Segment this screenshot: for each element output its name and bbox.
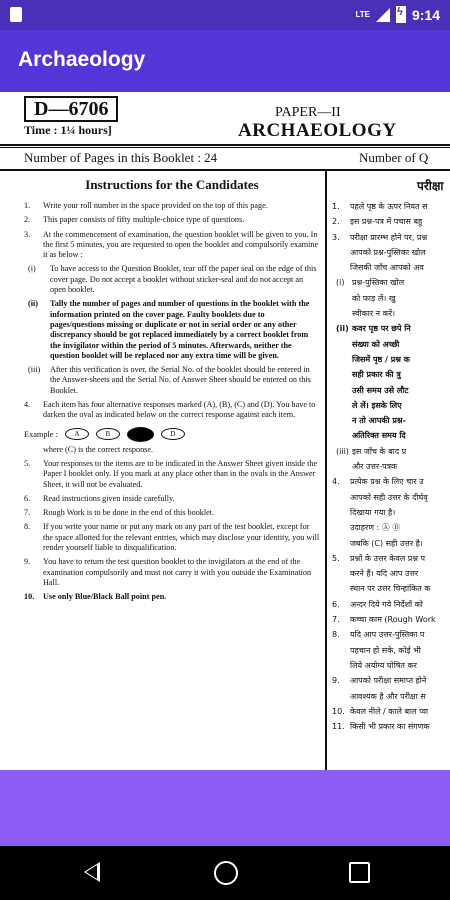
hindi-subline: (ii) कवर पृष्ठ पर छपे नि: [336, 324, 411, 334]
sub-instruction-item: (i) To have access to the Question Booklet, tear off the paper seal on the edge of this cover page. Do not accept a booklet without sticker-seal and do not accept an open booklet.: [28, 264, 317, 295]
signal-icon: [376, 8, 390, 22]
instruction-item: 3. At the commencement of examination, the question booklet will be given to you. In the first 5 minutes, you are requested to open the booklet and compulsorily examine it as below :: [24, 229, 319, 260]
hindi-line: 3. परीक्षा प्रारम्भ होने पर, प्रश्न: [332, 232, 428, 242]
battery-charging-icon: [396, 6, 406, 23]
status-bar: [0, 0, 450, 30]
hindi-line: 9. आपको परीक्षा समाप्त होने: [332, 676, 427, 686]
network-label: LTE: [355, 9, 370, 19]
hindi-line: स्थान पर उत्तर चिन्हांकित क: [350, 584, 431, 594]
hindi-subline: ले लें। इसके लिए: [352, 400, 402, 410]
hindi-line: करने हैं। यदि आप उत्तर: [350, 569, 419, 579]
english-instructions: [24, 174, 320, 607]
section-rule: [0, 169, 450, 171]
hindi-subline: न तो आपकी प्रश्न-: [352, 416, 406, 426]
hindi-subline: स्वीकार न करें।: [352, 309, 396, 319]
example-label: Example :: [24, 429, 58, 439]
instructions-heading: Instructions for the Candidates: [85, 177, 259, 192]
document-icon: [10, 7, 22, 22]
hindi-line: पहचान हो सके, कोई भी: [350, 645, 421, 655]
hindi-instructions: [332, 174, 450, 737]
hindi-line: दिखाया गया है।: [350, 507, 396, 517]
recent-apps-icon[interactable]: [349, 862, 370, 883]
status-right: [355, 6, 440, 23]
hindi-subline: संख्या को अच्छी: [352, 339, 400, 349]
paper-code: D—6706: [24, 96, 118, 122]
home-icon[interactable]: [214, 861, 238, 885]
hindi-line: 2. इस प्रश्न-पत्र में पचास बहु: [332, 217, 423, 227]
hindi-subline: अतिरिक्त समय दि: [352, 431, 406, 441]
instruction-item: 1. Write your roll number in the space provided on the top of this page.: [24, 201, 268, 210]
paper-number: PAPER—II: [275, 105, 341, 120]
instruction-item: 6. Read instructions given inside carefully.: [24, 493, 175, 503]
document-view[interactable]: [0, 92, 450, 770]
option-oval: D: [161, 428, 185, 440]
option-oval: A: [65, 428, 89, 440]
hindi-line: 8. यदि आप उत्तर-पुस्तिका प: [332, 630, 425, 640]
hindi-line: जिसकी जाँच आपको अव: [350, 263, 424, 273]
sub-instruction-item: (iii) After this verification is over, the Serial No. of the booklet should be entered in the Answer-sheets and the Serial No. of Answer Sheet should be entered on this Booklet.: [28, 365, 311, 395]
top-rule: [0, 144, 450, 146]
hindi-subline: सही प्रकार की त्रु: [352, 370, 401, 380]
hindi-subline: जिसमें पृष्ठ / प्रश्न क: [352, 354, 410, 364]
hindi-subline: (iii) इस जाँच के बाद प्र: [336, 446, 407, 456]
filled-option-oval: C: [127, 427, 154, 442]
pages-english: Number of Pages in this Booklet : 24: [24, 150, 218, 165]
clock: 9:14: [411, 6, 440, 23]
hindi-line: जबकि (C) सही उत्तर है।: [350, 538, 423, 548]
hindi-line: उदाहरण : Ⓐ Ⓑ: [350, 523, 401, 533]
instruction-item: 7. Rough Work is to be done in the end of this booklet.: [24, 508, 215, 518]
bottom-purple-bar: [0, 770, 450, 846]
hindi-subline: उसी समय उसे लौट: [352, 385, 409, 395]
android-navigation-bar: [0, 846, 450, 900]
option-oval: B: [96, 428, 120, 440]
hindi-line: 11. किसी भी प्रकार का संगणक: [332, 722, 430, 732]
hindi-line: 5. प्रश्नों के उत्तर केवल प्रश्न प: [332, 553, 426, 563]
instruction-item: 8. If you write your name or put any mark on any part of the test booklet, except for the space allotted for the relevant entries, which may disclose your identity, you will render yourself liable to disqualification.: [24, 522, 320, 553]
hindi-line: 4. प्रत्येक प्रश्न के लिए चार उ: [332, 477, 424, 487]
example-note: where (C) is the correct response.: [43, 444, 154, 454]
instruction-item: 5. Your responses to the items are to be indicated in the Answer Sheet given inside the Paper I booklet only. If you mark at any place other than in the ovals in the Answer Sheet, it will not be evaluated.: [24, 458, 318, 489]
hindi-subline: और उत्तर-पत्रक: [352, 462, 398, 472]
hindi-heading: परीक्षा: [417, 179, 444, 193]
hindi-line: आपको सही उत्तर के दीर्घवृ: [350, 492, 428, 502]
column-divider: [325, 170, 327, 770]
sub-instruction-item: (ii) Tally the number of pages and number of questions in the booklet with the information printed on the cover page. Faulty booklets due to pages/questions missing or duplicate or not in serial order or any other discrepancy should be got replaced immediately by a correct booklet from the invigilator within the period of 5 minutes. Afterwards, neither the question booklet will be replaced nor any extra time will be given.: [28, 299, 310, 360]
hindi-line: आवश्यक है और परीक्षा स: [350, 691, 426, 701]
paper-subject: ARCHAEOLOGY: [238, 120, 397, 141]
back-icon[interactable]: [84, 862, 100, 882]
hindi-subline: को फाड़ लें। खु: [352, 293, 396, 303]
top-rule-thin: [0, 147, 450, 148]
hindi-line: लिये अयोग्य घोषित कर: [350, 660, 417, 670]
app-title: Archaeology: [18, 48, 146, 71]
hindi-line: 6. अन्दर दिये गये निर्देशों को: [332, 599, 423, 609]
instruction-item: 4. Each item has four alternative responses marked (A), (B), (C) and (D). You have to darken the oval as indicated below on the correct response against each item.: [24, 400, 316, 420]
instruction-item: 9. You have to return the test question booklet to the invigilators at the end of the examination compulsorily and must not carry it with you outside the Examination Hall.: [24, 557, 312, 587]
hindi-line: आपको प्रश्न-पुस्तिका खोल: [350, 247, 426, 257]
pages-hindi-truncated: Number of Q: [359, 150, 429, 165]
instruction-item: 2. This paper consists of fifty multiple-choice type of questions.: [24, 215, 245, 225]
app-bar: [0, 30, 450, 92]
hindi-line: 7. कच्चा काम (Rough Work: [332, 615, 436, 625]
exam-time: Time : 1¼ hours]: [24, 123, 112, 137]
hindi-subline: (i) प्रश्न-पुस्तिका खोल: [336, 278, 405, 288]
hindi-line: 10. केवल नीले / काले बाल प्वा: [332, 706, 429, 716]
answer-example: [24, 427, 320, 442]
instruction-item: 10. Use only Blue/Black Ball point pen.: [24, 592, 167, 602]
hindi-line: 1. पहले पृष्ठ के ऊपर नियत स: [332, 202, 428, 211]
